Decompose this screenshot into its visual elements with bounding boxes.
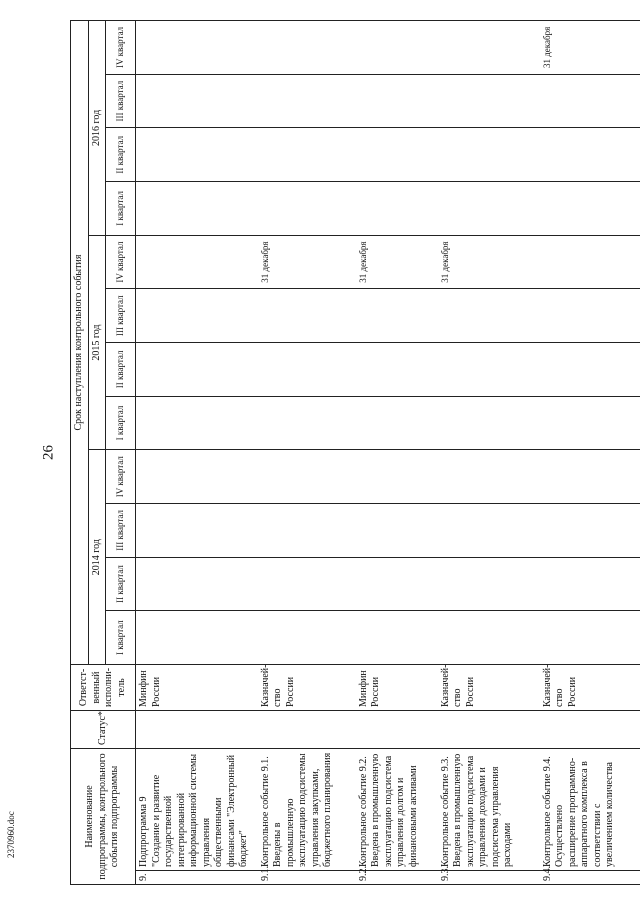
deadline-date: 31 декабря [258, 235, 356, 289]
quarter-cell [258, 504, 356, 558]
quarter-cell [258, 343, 356, 397]
quarter-header: IV квартал [106, 450, 136, 504]
quarter-cell [540, 74, 640, 128]
quarter-cell [136, 289, 258, 343]
quarter-cell [540, 557, 640, 611]
quarter-cell [258, 611, 356, 665]
quarter-cell [356, 289, 438, 343]
quarter-cell [136, 557, 258, 611]
quarter-cell [136, 235, 258, 289]
rotated-page [70, 20, 620, 885]
row-number: 9.3. [438, 871, 540, 885]
quarter-cell [438, 128, 540, 182]
quarter-cell [258, 557, 356, 611]
quarter-header: I квартал [106, 611, 136, 665]
quarter-cell [356, 343, 438, 397]
document-filename: 2370960.doc [6, 811, 16, 858]
name-column-header: Наименование подпрограммы, контрольного события подпрограммы [71, 749, 136, 885]
quarter-header: II квартал [106, 343, 136, 397]
event-name: Контрольное событие 9.1. Введены в промышленную эксплуатацию подсистемы управления закупками, бюджетного планирования [258, 749, 356, 871]
control-events-table [70, 20, 640, 885]
quarter-cell [356, 450, 438, 504]
responsible-cell: Казначей- ство России [438, 665, 540, 711]
quarter-cell [438, 557, 540, 611]
quarter-cell [438, 343, 540, 397]
quarter-cell [540, 343, 640, 397]
quarter-header: II квартал [106, 128, 136, 182]
quarter-cell [356, 182, 438, 236]
quarter-header: III квартал [106, 289, 136, 343]
table-row [540, 21, 640, 885]
quarter-cell [258, 289, 356, 343]
quarter-cell [438, 74, 540, 128]
quarter-cell [356, 128, 438, 182]
year-header-2014: 2014 год [88, 450, 106, 665]
quarter-cell [258, 182, 356, 236]
quarter-cell [438, 21, 540, 75]
table-row [136, 21, 258, 885]
status-cell [258, 711, 356, 749]
quarter-header: IV квартал [106, 235, 136, 289]
status-cell [438, 711, 540, 749]
row-number: 9.2. [356, 871, 438, 885]
status-cell [540, 711, 640, 749]
quarter-cell [356, 504, 438, 558]
quarter-cell [438, 504, 540, 558]
quarter-cell [136, 611, 258, 665]
quarter-cell [356, 21, 438, 75]
quarter-cell [438, 289, 540, 343]
quarter-cell [136, 450, 258, 504]
quarter-cell [356, 557, 438, 611]
quarter-header: II квартал [106, 557, 136, 611]
quarter-cell [438, 182, 540, 236]
table-row [258, 21, 356, 885]
quarter-header: IV квартал [106, 21, 136, 75]
row-number: 9.1. [258, 871, 356, 885]
quarter-cell [136, 21, 258, 75]
year-header-2015: 2015 год [88, 235, 106, 450]
table-header [71, 21, 136, 885]
quarter-cell [540, 396, 640, 450]
deadline-date: 31 декабря [356, 235, 438, 289]
responsible-cell: Казначей- ство России [258, 665, 356, 711]
status-cell [136, 711, 258, 749]
quarter-cell [438, 396, 540, 450]
quarter-cell [356, 396, 438, 450]
event-name: Подпрограмма 9 "Создание и развитие государственной интегрированной информационной системы управления общественными финансами "Электронный бюджет" [136, 749, 258, 871]
quarter-header: III квартал [106, 74, 136, 128]
quarter-cell [258, 450, 356, 504]
responsible-cell: Минфин России [136, 665, 258, 711]
quarter-cell [136, 504, 258, 558]
table-row [356, 21, 438, 885]
quarter-header: III квартал [106, 504, 136, 558]
quarter-header: I квартал [106, 396, 136, 450]
responsible-column-header: Ответст- венный исполни- тель [71, 665, 136, 711]
quarter-cell [540, 504, 640, 558]
quarter-cell [540, 235, 640, 289]
quarter-cell [258, 396, 356, 450]
quarter-cell [136, 128, 258, 182]
row-number: 9.4. [540, 871, 640, 885]
quarter-cell [540, 450, 640, 504]
quarter-cell [136, 343, 258, 397]
quarter-cell [438, 611, 540, 665]
quarter-header: I квартал [106, 182, 136, 236]
deadline-date: 31 декабря [438, 235, 540, 289]
table-row [438, 21, 540, 885]
page-number: 26 [40, 445, 57, 460]
quarter-cell [540, 182, 640, 236]
row-number: 9. [136, 871, 258, 885]
table-body [136, 21, 640, 885]
quarter-cell [438, 450, 540, 504]
responsible-cell: Казначей- ство России [540, 665, 640, 711]
status-column-header: Статус* [71, 711, 136, 749]
quarter-cell [258, 74, 356, 128]
quarter-cell [258, 21, 356, 75]
event-name: Контрольное событие 9.2. Введена в промышленную эксплуатацию подсистема управления долгом и финансовыми активами [356, 749, 438, 871]
event-name: Контрольное событие 9.3. Введена в промышленную эксплуатацию подсистема управления доходами и подсистема управления расходами [438, 749, 540, 871]
period-header: Срок наступления контрольного события [71, 21, 89, 665]
quarter-cell [540, 611, 640, 665]
quarter-cell [356, 74, 438, 128]
quarter-cell [540, 289, 640, 343]
quarter-cell [136, 74, 258, 128]
deadline-date: 31 декабря [540, 21, 640, 75]
quarter-cell [540, 128, 640, 182]
quarter-cell [258, 128, 356, 182]
responsible-cell: Минфин России [356, 665, 438, 711]
quarter-cell [136, 182, 258, 236]
year-header-2016: 2016 год [88, 21, 106, 236]
quarter-cell [356, 611, 438, 665]
quarter-cell [136, 396, 258, 450]
status-cell [356, 711, 438, 749]
event-name: Контрольное событие 9.4. Осуществлено расширение программно-аппаратного комплекса в соответствии с увеличением количества [540, 749, 640, 871]
